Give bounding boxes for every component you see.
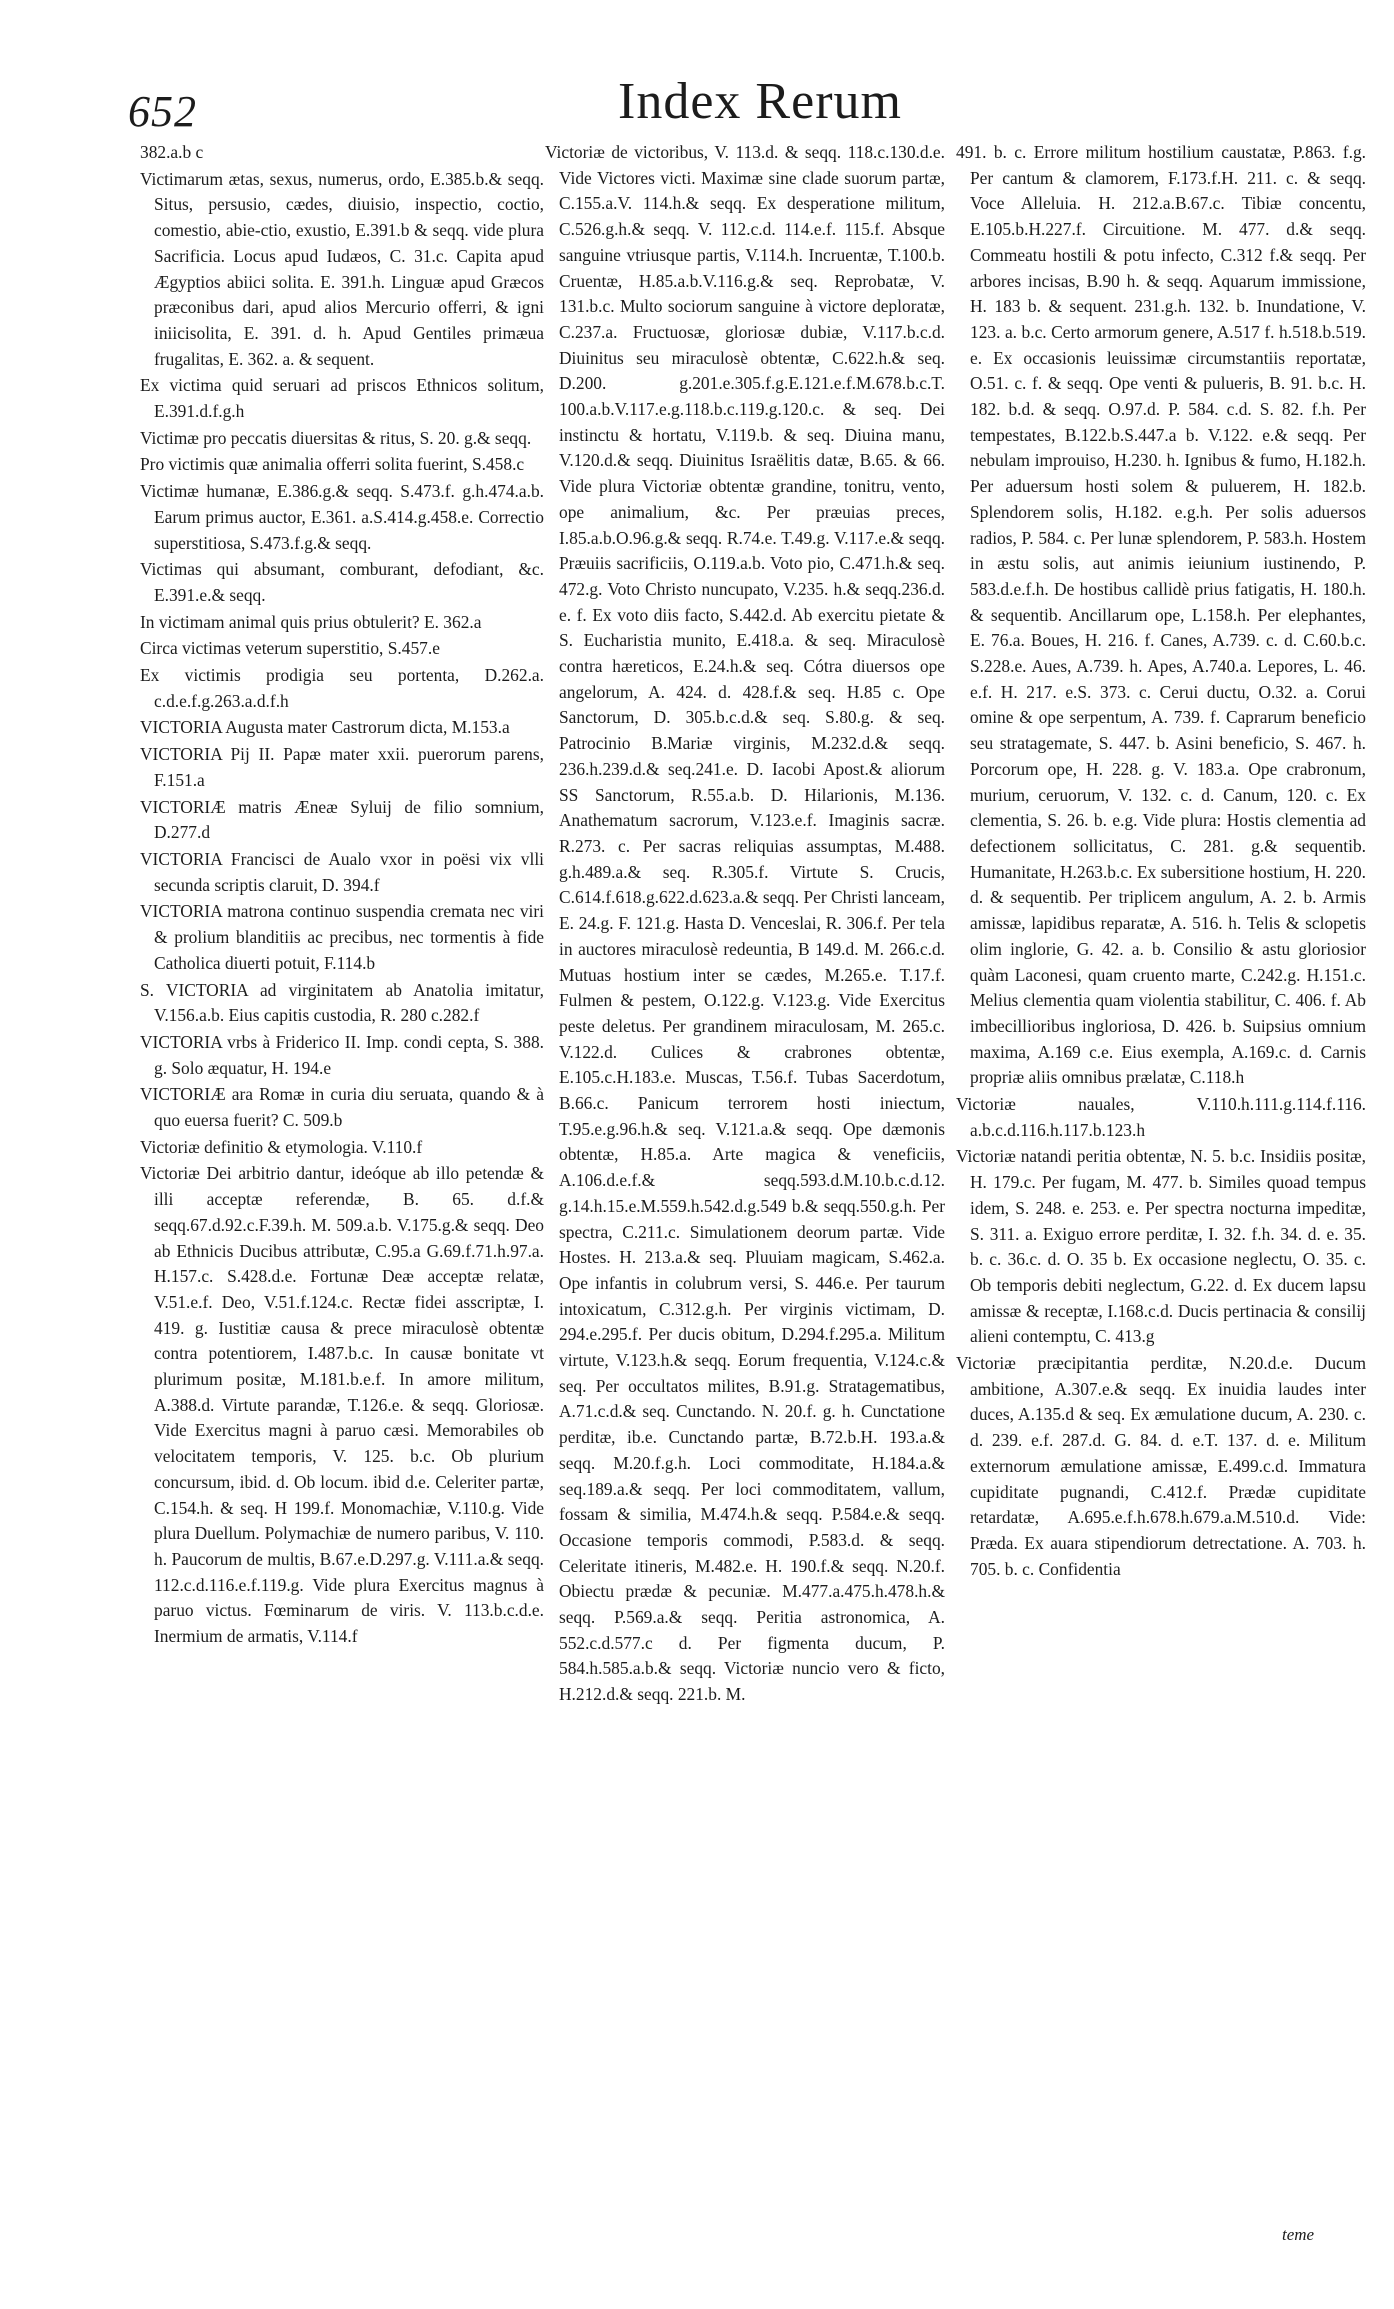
index-entry: VICTORIA Pij II. Papæ mater xxii. puerorum parens, F.151.a	[140, 744, 544, 790]
index-entry: In victimam animal quis prius obtulerit? E. 362.a	[140, 611, 482, 632]
index-entry: Victimarum ætas, sexus, numerus, ordo, E.385.b.& seqq. Situs, persusio, cædes, diuisio, inspectio, coctio, comestio, abie-ctio, exustio, E.391.b & seqq. vide plura Sacrificia. Locus apud Iudæos, C. 31.c. Capita apud Ægyptios abiici solita. E. 391.h. Linguæ apud Græcos præconibus dari, apud alios Mercurio offerri, & igni iniicisolita, E. 391. d. h. Apud Gentiles primæua frugalitas, E. 362. a. & sequent.	[140, 168, 544, 369]
index-entry: VICTORIA vrbs à Friderico II. Imp. condi cepta, S. 388. g. Solo æquatur, H. 194.e	[140, 1031, 544, 1078]
catchword: teme	[1282, 2225, 1315, 2244]
running-title: Index Rerum	[618, 73, 902, 130]
index-entry: Victoriæ de victoribus, V. 113.d. & seqq. 118.c.130.d.e. Vide Victores victi. Maximæ sine clade suorum partæ, C.155.a.V. 114.h.& seqq. Ex desperatione militum, C.526.g.h.& seqq. V. 112.c.d. 114.e.f. 115.f. Absque sanguine vtriusque partis, V.114.h. Incruentæ, T.100.b. Cruentæ, H.85.a.b.V.116.g.& seq. Reprobatæ, V. 131.b.c. Multo sociorum sanguine à victore deploratæ, C.237.a. Fructuosæ, gloriosæ dubiæ, V.117.b.c.d. Diuinitus seu miraculosè obtentæ, C.622.h.& seq. D.200. g.201.e.305.f.g.E.121.e.f.M.678.b.c.T. 100.a.b.V.117.e.g.118.b.c.119.g.120.c. & seq. Dei instinctu & hortatu, V.119.b. & seq. Diuina manu, V.120.d.& seqq. Diuinitus Israëlitis datæ, B.65. & 66. Vide plura Victoriæ obtentæ grandine, tonitru, vento, ope animalium, &c. Per præuias preces, I.85.a.b.O.96.g.& seqq. R.74.e. T.49.g. V.117.e.& seqq. Præuiis sacrificiis, O.119.a.b. Voto pio, C.471.h.& seq. 472.g. Voto Christo nuncupato, V.235. h.& seqq.236.d. e. f. Ex voto diis facto, S.442.d. Ab exercitu pietate & S. Eucharistia munito, E.418.a. & seq. Miraculosè contra hæreticos, E.24.h.& seq. Cótra diuersos ope angelorum, A. 424. d. 428.f.& seq. H.85 c. Ope Sanctorum, D. 305.b.c.d.& seq. S.80.g. & seq. Patrocinio B.Mariæ virginis, M.232.d.& seqq. 236.h.239.d.& seq.241.e. D. Iacobi Apost.& aliorum SS Sanctorum, R.55.a.b. D. Hilarionis, M.136. Anathematum sacrorum, V.123.e.f. Imaginis sacræ. R.273. c. Per sacras reliquias assumptas, M.488. g.h.489.a.& seq. R.305.f. Virtute S. Crucis, C.614.f.618.g.622.d.623.a.& seqq. Per Christi lanceam, E. 24.g. F. 121.g. Hasta D. Venceslai, R. 306.f. Per tela in auctores miraculosè redeuntia, B 149.d. M. 266.c.d. Mutuas hostium inter se cædes, M.265.e. T.17.f. Fulmen & pestem, O.122.g. V.123.g. Vide Exercitus peste deletus. Per grandinem miraculosam, M. 265.c. V.122.d. Culices & crabrones obtentæ, E.105.c.H.183.e. Muscas, T.56.f. Tubas Sacerdotum, B.66.c. Panicum terrorem hosti iniectum, T.95.e.g.96.h.& seq. V.121.a.& seqq. Ope dæmonis obtentæ, H.85.a. Arte magica & veneficiis, A.106.d.e.f.& seqq.593.d.M.10.b.c.d.12. g.14.h.15.e.M.559.h.542.d.g.549 b.& seqq.550.g.h. Per spectra, C.211.c. Simulationem deorum partæ. Vide Hostes. H. 213.a.& seq. Pluuiam magicam, S.462.a. Ope infantis in colubrum versi, S. 446.e. Per taurum intoxicatum, C.312.g.h. Per virginis victimam, D. 294.e.295.f. Per ducis obitum, D.294.f.295.a. Militum virtute, V.123.h.& seqq. Eorum frequentia, V.124.c.& seq. Per occultatos milites, B.91.g. Stratagematibus, A.71.c.d.& seq. Cunctando. N. 20.f. g. h. Cunctatione perditæ, ib.e. Cunctando partæ, B.72.b.H. 193.a.& seqq. M.20.f.g.h. Loci commoditate, H.184.a.& seq.189.a.& seqq. Per loci commoditatem, vallum, fossam & similia, M.474.h.& seqq. P.584.e.& seqq. Occasione temporis commodi, P.583.d. & seqq. Celeritate itineris, M.482.e. H. 190.f.& seqq. N.20.f. Obiectu prædæ & pecuniæ. M.477.a.475.h.478.h.& seqq. P.569.a.& seqq. Peritia astronomica, A. 552.c.d.577.c d. Per figmenta ducum, P. 584.h.585.a.b.& seqq. Victoriæ nuncio vero & ficto, H.212.d.& seqq. 221.b. M.	[545, 142, 945, 1705]
index-entry: VICTORIA Augusta mater Castrorum dicta, M.153.a	[140, 717, 510, 738]
index-entry: Victoriæ definitio & etymologia. V.110.f	[140, 1136, 423, 1157]
index-entry: VICTORIA matrona continuo suspendia cremata nec viri & prolium blanditiis ac precibus, nec tormentis à fide Catholica diuerti potuit, F.114.b	[140, 901, 544, 973]
index-entry: Victimæ humanæ, E.386.g.& seqq. S.473.f. g.h.474.a.b. Earum primus auctor, E.361. a.S.414.g.458.e. Correctio superstitiosa, S.473.f.g.& seqq.	[140, 481, 544, 553]
index-entry: Ex victima quid seruari ad priscos Ethnicos solitum, E.391.d.f.g.h	[140, 375, 544, 422]
index-entry: VICTORIÆ matris Æneæ Syluij de filio somnium, D.277.d	[140, 796, 544, 843]
index-entry: Ex victimis prodigia seu portenta, D.262.a. c.d.e.f.g.263.a.d.f.h	[140, 665, 544, 711]
index-entry: 491. b. c. Errore militum hostilium caustatæ, P.863. f.g. Per cantum & clamorem, F.173.f.H. 211. c. & seqq. Voce Alleluia. H. 212.a.B.67.c. Tibiæ concentu, E.105.b.H.227.f. Circuitione. M. 477. d.& seqq. Commeatu hostili & potu infecto, C.312 f.& seqq. Per arbores incisas, B.90 h. & seqq. Aquarum immissione, H. 183 b. & sequent. 231.g.h. 132. b. Inundatione, V. 123. a. b.c. Certo armorum genere, A.517 f. h.518.b.519. e. Ex occasionis leuissimæ circumstantiis reportatæ, O.51. c. f. & seqq. Ope venti & pulueris, B. 91. b.c. H. 182. b.d. & seqq. O.97.d. P. 584. c.d. S. 82. f.h. Per tempestates, B.122.b.S.447.a b. V.122. e.& seqq. Per nebulam improuiso, H.230. h. Ignibus & fumo, H.182.h. Per aduersum hosti solem & puluerem, H. 182.b. Splendorem solis, H.182. e.g.h. Per solis aduersos radios, P. 584. c. Per lunæ splendorem, P. 583.h. Hostem in æstu solis, aut animis ieiunium iustinendo, P. 583.d.e.f.h. De hostibus callidè prius fatigatis, H. 180.h. & sequentib. Ancillarum ope, L.158.h. Per elephantes, E. 76.a. Boues, H. 216. f. Canes, A.739. c. d. C.60.b.c. S.228.e. Aues, A.739. h. Apes, A.740.a. Lepores, L. 46. e.f. H. 217. e.S. 373. c. Cerui ductu, O.32. a. Corui omine & ope serpentum, A. 739. f. Caprarum beneficio seu stratagemate, S. 447. b. Asini beneficio, S. 467. h. Porcorum ope, H. 228. g. V. 183.a. Ope crabronum, murium, ceruorum, V. 132. c. d. Canum, 120. c. Ex clementia, S. 26. b. e.g. Vide plura: Hostis clementia ad defectionem sollicitatus, C. 281. g.& sequentib. Humanitate, H.263.b.c. Ex subersitione hostium, H. 220. d. & sequentib. Per triplicem angulum, A. 2. b. Armis amissæ, lapidibus reparatæ, A. 516. h. Telis & sclopetis olim inglorie, G. 42. a. b. Consilio & astu gloriosior quàm Laconesi, quam cruento marte, C.242.g. H.151.c. Melius clementia quam violentia stabilitur, C. 406. f. Ab imbecillioribus ingloriosa, D. 426. b. Suipsius omnium maxima, A.169 c.e. Eius exempla, A.169.c. d. Carnis propriæ aliis omnibus prælatæ, C.118.h	[956, 142, 1366, 1088]
page-number: 652	[128, 87, 197, 136]
index-column-2	[545, 140, 945, 2280]
index-entry: Victimæ pro peccatis diuersitas & ritus, S. 20. g.& seqq.	[140, 427, 532, 448]
index-entry: Victoriæ Dei arbitrio dantur, ideóque ab illo petendæ & illi acceptæ referendæ, B. 65. d.f.& seqq.67.d.92.c.F.39.h. M. 509.a.b. V.175.g.& seqq. Deo ab Ethnicis Ducibus attributæ, C.95.a G.69.f.71.h.97.a. H.157.c. S.428.d.e. Fortunæ Deæ acceptæ relatæ, V.51.e.f. Deo, V.51.f.124.c. Rectæ fidei asscriptæ, I. 419. g. Iustitiæ causa & prece miraculosè obtentæ contra potentiorem, I.487.b.c. In causæ bonitate vt plurimum positæ, M.181.b.e.f. In amore militum, A.388.d. Virtute parandæ, T.126.e. & seqq. Gloriosæ. Vide Exercitus magni à paruo cæsi. Memorabiles ob velocitatem temporis, V. 125. b.c. Ob plurium concursum, ibid. d. Ob locum. ibid d.e. Celeriter partæ, C.154.h. & seq. H 199.f. Monomachiæ, V.110.g. Vide plura Duellum. Polymachiæ de numero paribus, V. 110. h. Paucorum de multis, B.67.e.D.297.g. V.111.a.& seqq. 112.c.d.116.e.f.119.g. Vide plura Exercitus magnus à paruo victus. Fœminarum de viris. V. 113.b.c.d.e. Inermium de armatis, V.114.f	[140, 1163, 544, 1647]
index-entry: S. VICTORIA ad virginitatem ab Anatolia imitatur, V.156.a.b. Eius capitis custodia, R. 280 c.282.f	[140, 979, 544, 1026]
index-entry: VICTORIA Francisci de Aualo vxor in poësi vix vlli secunda scriptis claruit, D. 394.f	[140, 848, 544, 895]
index-entry: Victoriæ nauales, V.110.h.111.g.114.f.116. a.b.c.d.116.h.117.b.123.h	[956, 1094, 1366, 1140]
index-entry: VICTORIÆ ara Romæ in curia diu seruata, quando & à quo euersa fuerit? C. 509.b	[140, 1084, 544, 1131]
index-entry: 382.a.b c	[140, 142, 204, 162]
index-column-3	[956, 140, 1366, 2280]
index-entry: Victoriæ præcipitantia perditæ, N.20.d.e. Ducum ambitione, A.307.e.& seqq. Ex inuidia laudes inter duces, A.135.d & seq. Ex æmulatione ducum, A. 230. c. d. 239. e.f. 287.d. G. 84. d. e.T. 137. d. e. Militum externorum æmulatione amissæ, E.499.c.d. Immatura cupiditate pugnandi, C.412.f. Prædæ cupiditate retardatæ, A.695.e.f.h.678.h.679.a.M.510.d. Vide: Præda. Ex auara stipendiorum detrectatione. A. 703. h. 705. b. c. Confidentia	[956, 1353, 1366, 1579]
index-entry: Pro victimis quæ animalia offerri solita fuerint, S.458.c	[140, 454, 525, 475]
index-entry: Victoriæ natandi peritia obtentæ, N. 5. b.c. Insidiis positæ, H. 179.c. Per fugam, M. 477. b. Similes quoad tempus idem, S. 248. e. 253. e. Per spectra nocturna impeditæ, S. 311. a. Exiguo errore perditæ, I. 32. f.h. 34. d. e. 35. b. c. 36.c. d. O. 35 b. Ex occasione neglectu, O. 35. c. Ob temporis debiti neglectum, G.22. d. Ex ducem lapsu amissæ & receptæ, I.168.c.d. Ducis pertinacia & consilij alieni contemptu, C. 413.g	[956, 1146, 1366, 1347]
index-column-1	[140, 140, 544, 2280]
index-entry: Circa victimas veterum superstitio, S.457.e	[140, 638, 440, 659]
index-entry: Victimas qui absumant, comburant, defodiant, &c. E.391.e.& seqq.	[140, 559, 544, 605]
